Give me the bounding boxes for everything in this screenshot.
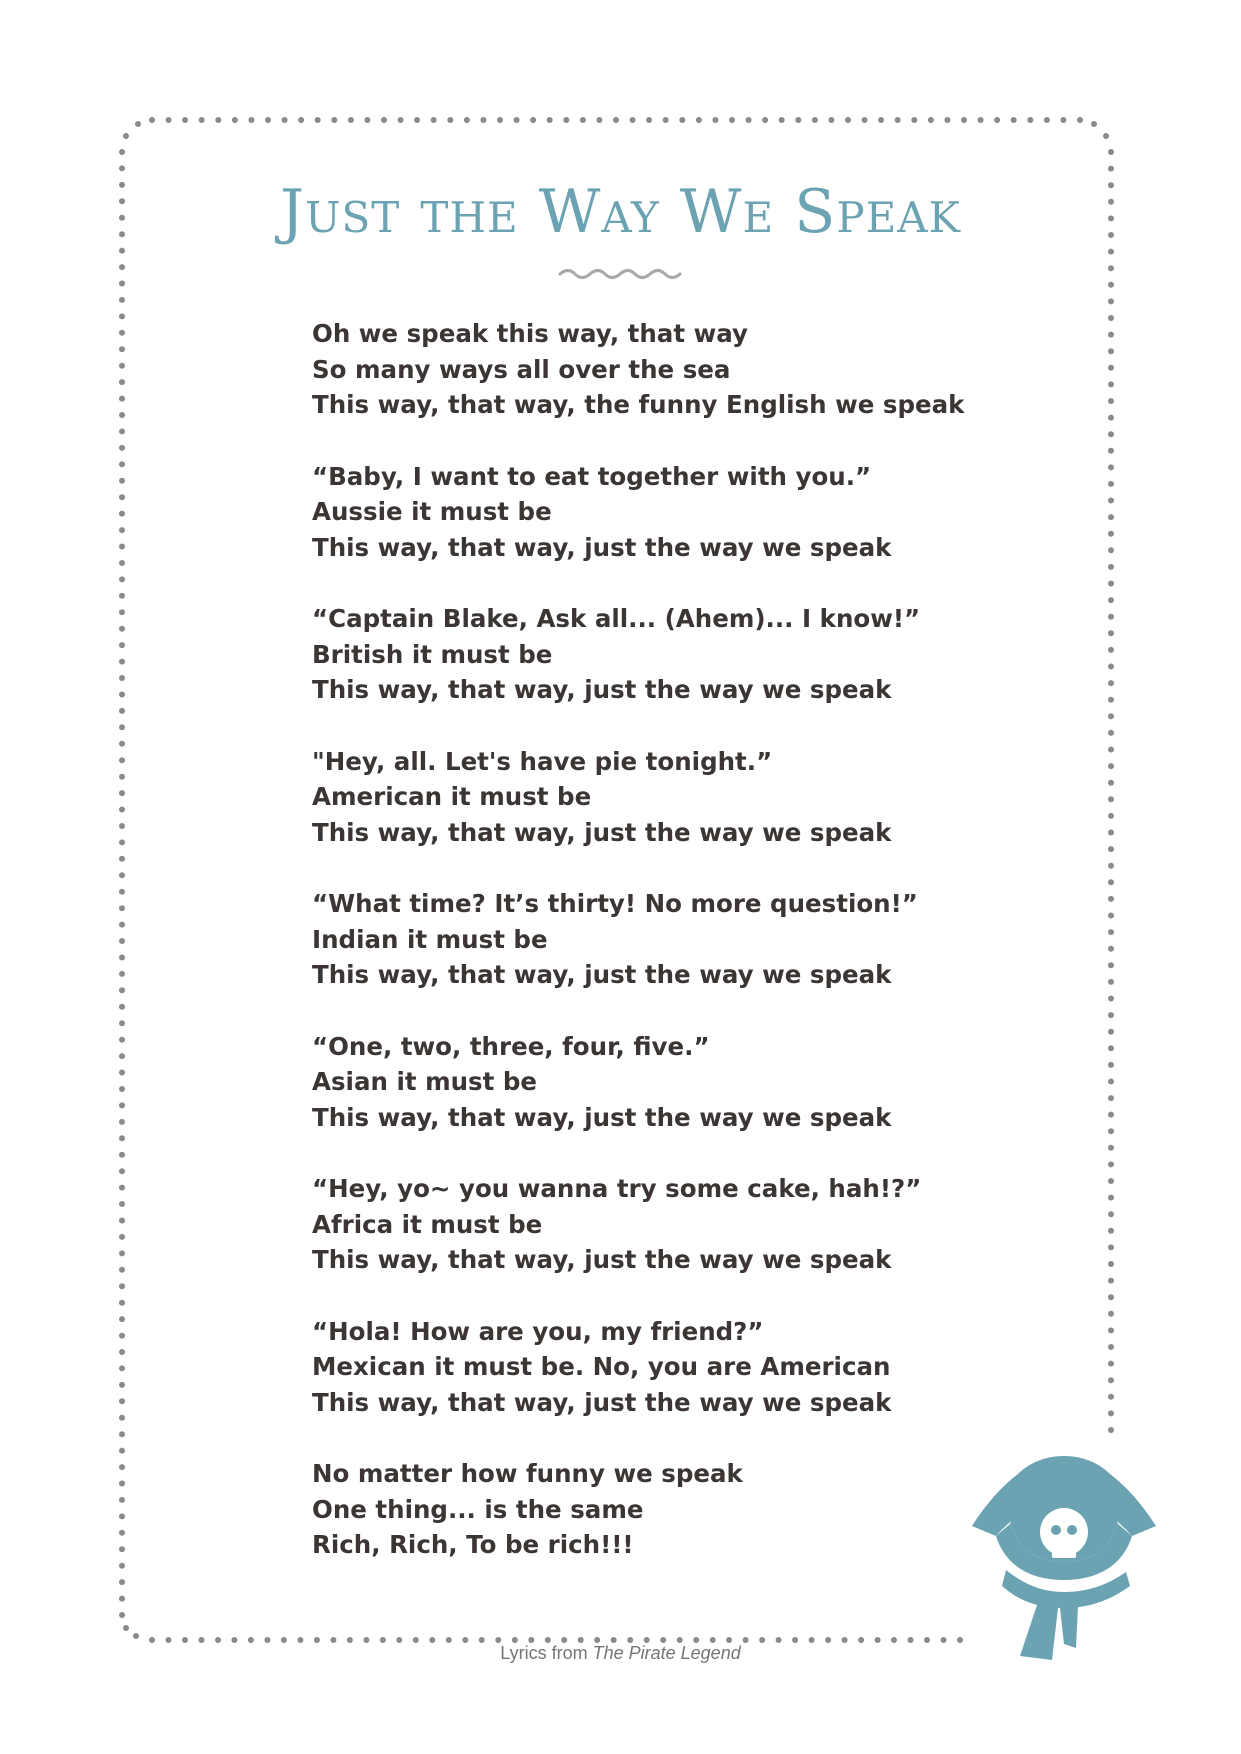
- stanza-3: [312, 601, 972, 708]
- lyric-line: Rich, Rich, To be rich!!!: [312, 1530, 634, 1559]
- stanza-6: [312, 1029, 972, 1136]
- lyric-line: No matter how funny we speak: [312, 1459, 743, 1488]
- lyric-line: This way, that way, just the way we speak: [312, 532, 892, 562]
- lyric-line: “Baby, I want to eat together with you.”: [312, 461, 872, 491]
- lyric-line: Mexican it must be. No, you are American: [312, 1352, 891, 1381]
- lyric-line: “Hola! How are you, my friend?”: [312, 1316, 764, 1346]
- lyric-line: American it must be: [312, 782, 592, 811]
- stanza-1: [312, 316, 972, 423]
- lyric-line: “What time? It’s thirty! No more question!”: [312, 889, 918, 918]
- lyric-line: This way, that way, just the way we speak: [312, 1102, 892, 1132]
- wave-divider: [558, 266, 682, 282]
- footer-source: The Pirate Legend: [592, 1643, 741, 1663]
- lyric-line: This way, that way, just the way we speak: [312, 817, 892, 847]
- lyric-line: “Hey, yo~ you wanna try some cake, hah!?”: [312, 1174, 922, 1203]
- lyric-line: British it must be: [312, 639, 553, 669]
- lyric-line: This way, that way, just the way we speak: [312, 1387, 892, 1417]
- stanza-9: [312, 1456, 972, 1563]
- stanza-2: [312, 459, 972, 566]
- lyric-line: Africa it must be: [312, 1209, 543, 1239]
- lyric-line: One thing... is the same: [312, 1494, 644, 1524]
- lyric-line: “One, two, three, four, five.”: [312, 1031, 710, 1061]
- footer-prefix: Lyrics from: [500, 1643, 593, 1663]
- lyric-line: Aussie it must be: [312, 497, 552, 526]
- page-title: Just the Way We Speak: [280, 177, 961, 247]
- lyrics: [312, 316, 972, 1599]
- lyric-line: This way, that way, just the way we speak: [312, 960, 892, 989]
- stanza-8: [312, 1314, 972, 1421]
- lyric-line: So many ways all over the sea: [312, 354, 731, 384]
- stanza-5: [312, 886, 972, 993]
- stanza-7: [312, 1171, 972, 1278]
- lyric-line: “Captain Blake, Ask all... (Ahem)... I know!”: [312, 604, 921, 633]
- lyric-line: Asian it must be: [312, 1067, 538, 1096]
- stanza-4: [312, 744, 972, 851]
- lyric-line: "Hey, all. Let's have pie tonight.”: [312, 746, 773, 776]
- pirate-hat-icon: [968, 1452, 1160, 1662]
- lyric-line: This way, that way, just the way we speak: [312, 1245, 892, 1274]
- lyric-line: Oh we speak this way, that way: [312, 319, 748, 348]
- lyric-line: This way, that way, the funny English we speak: [312, 390, 965, 419]
- lyric-line: This way, that way, just the way we speak: [312, 675, 892, 704]
- footer-credit: [0, 1643, 1241, 1664]
- lyric-line: Indian it must be: [312, 924, 548, 954]
